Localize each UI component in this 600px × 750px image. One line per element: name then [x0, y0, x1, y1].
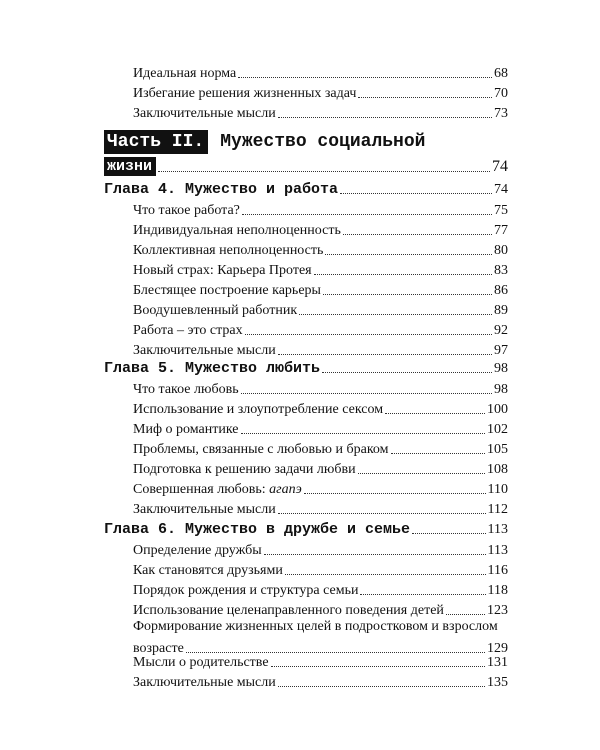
toc-entry-title: Воодушевленный работник — [133, 303, 298, 318]
toc-entry-page: 92 — [494, 323, 508, 338]
toc-entry-title: Формирование жизненных целей в подростковом и взрослом — [133, 619, 498, 634]
toc-entry-page: 105 — [487, 442, 508, 457]
toc-entry-title: Коллективная неполноценность — [133, 243, 324, 258]
toc-entry-title: Работа – это страх — [133, 323, 243, 338]
toc-entry-page: 113 — [487, 543, 508, 558]
chapter-heading[interactable] — [104, 174, 508, 198]
toc-entry[interactable] — [133, 62, 508, 82]
toc-entry[interactable] — [133, 671, 508, 691]
dot-leader — [238, 77, 492, 78]
chapter-page: 113 — [487, 522, 508, 537]
toc-entry-title: Подготовка к решению задачи любви — [133, 462, 356, 477]
toc-entry-title: Заключительные мысли — [133, 675, 276, 690]
toc-entry-page: 80 — [494, 243, 508, 258]
chapter-page: 74 — [494, 182, 508, 197]
toc-entry-page: 70 — [494, 86, 508, 101]
toc-entry-page: 73 — [494, 106, 508, 121]
toc-entry[interactable] — [133, 82, 508, 102]
toc-entry-title: Порядок рождения и структура семьи — [133, 583, 359, 598]
chapter-title: Глава 4. Мужество и работа — [104, 181, 339, 198]
toc-entry[interactable] — [133, 259, 508, 279]
toc-entry[interactable] — [133, 539, 508, 559]
toc-entry-page: 129 — [487, 641, 508, 656]
toc-entry-page: 86 — [494, 283, 508, 298]
toc-entry-page: 75 — [494, 203, 508, 218]
toc-entry-title: Заключительные мысли — [133, 343, 276, 358]
toc-entry-title: Мысли о родительстве — [133, 655, 269, 670]
dot-leader — [391, 453, 485, 454]
toc-entry-page: 102 — [487, 422, 508, 437]
toc-entry-title: Избегание решения жизненных задач — [133, 86, 357, 101]
dot-leader — [299, 314, 492, 315]
toc-entry-page: 108 — [487, 462, 508, 477]
toc-entry[interactable] — [133, 319, 508, 339]
toc-entry[interactable] — [133, 239, 508, 259]
toc-entry[interactable] — [133, 279, 508, 299]
toc-entry-page: 112 — [487, 502, 508, 517]
toc-entry[interactable] — [133, 299, 508, 319]
toc-entry-title: Что такое любовь — [133, 382, 239, 397]
toc-entry-title: Использование и злоупотребление сексом — [133, 402, 384, 417]
toc-entry-page: 68 — [494, 66, 508, 81]
toc-entry[interactable] — [133, 599, 508, 619]
dot-leader — [158, 171, 490, 172]
toc-entry-title: Проблемы, связанные с любовью и браком — [133, 442, 389, 457]
toc-entry-title: Определение дружбы — [133, 543, 262, 558]
dot-leader — [358, 97, 492, 98]
toc-entry-page: 123 — [487, 603, 508, 618]
toc-entry-page: 116 — [487, 563, 508, 578]
toc-entry-title: Что такое работа? — [133, 203, 240, 218]
toc-entry[interactable] — [133, 102, 508, 122]
dot-leader — [322, 372, 492, 373]
dot-leader — [385, 413, 485, 414]
dot-leader — [278, 117, 492, 118]
toc-entry-page: 89 — [494, 303, 508, 318]
toc-entry-page: 83 — [494, 263, 508, 278]
dot-leader — [242, 214, 492, 215]
toc-entry-title — [133, 482, 302, 498]
dot-leader — [323, 294, 492, 295]
toc-entry[interactable] — [133, 199, 508, 219]
part-title: Мужество социальной — [220, 132, 426, 152]
toc-entry[interactable] — [133, 219, 508, 239]
toc-entry[interactable] — [133, 458, 508, 478]
toc-entry-title: Как становятся друзьями — [133, 563, 283, 578]
toc-entry-page: 77 — [494, 223, 508, 238]
dot-leader — [241, 393, 492, 394]
dot-leader — [340, 193, 492, 194]
toc-entry-title: Индивидуальная неполноценность — [133, 223, 341, 238]
toc-entry[interactable] — [133, 398, 508, 418]
toc-entry[interactable] — [133, 559, 508, 579]
toc-entry-page: 98 — [494, 382, 508, 397]
chapter-title: Глава 5. Мужество любить — [104, 360, 321, 377]
toc-entry-page: 118 — [487, 583, 508, 598]
toc-entry[interactable] — [133, 438, 508, 458]
dot-leader — [343, 234, 492, 235]
dot-leader — [325, 254, 492, 255]
chapter-title: Глава 6. Мужество в дружбе и семье — [104, 521, 411, 538]
chapter-heading[interactable] — [104, 353, 508, 377]
part-title-continuation: жизни — [104, 157, 156, 176]
dot-leader — [264, 554, 486, 555]
dot-leader — [241, 433, 486, 434]
toc-entry-title: Новый страх: Карьера Протея — [133, 263, 312, 278]
dot-leader — [285, 574, 486, 575]
dot-leader — [271, 666, 485, 667]
toc-entry-page: 97 — [494, 343, 508, 358]
part-page: 74 — [492, 158, 508, 175]
toc-entry-title: Миф о романтике — [133, 422, 239, 437]
toc-entry-title: Блестящее построение карьеры — [133, 283, 321, 298]
toc-entry-page: 131 — [487, 655, 508, 670]
chapter-heading[interactable] — [104, 514, 508, 538]
toc-entry-title: Использование целенаправленного поведения детей — [133, 603, 444, 618]
toc-entry[interactable] — [133, 478, 508, 498]
chapter-page: 98 — [494, 361, 508, 376]
part-label: Часть II. — [104, 130, 208, 154]
toc-entry[interactable] — [133, 378, 508, 398]
dot-leader — [314, 274, 492, 275]
dot-leader — [412, 533, 485, 534]
toc-entry-page: 110 — [487, 482, 508, 497]
toc-entry-title: Идеальная норма — [133, 66, 237, 81]
toc-entry[interactable] — [133, 579, 508, 599]
dot-leader — [278, 686, 485, 687]
dot-leader — [245, 334, 492, 335]
toc-entry-title-italic: агапэ — [269, 482, 302, 497]
toc-entry-title: Заключительные мысли — [133, 502, 276, 517]
dot-leader — [304, 493, 486, 494]
toc-entry[interactable] — [133, 651, 508, 671]
dot-leader — [358, 473, 485, 474]
toc-entry-title-continuation: возрасте — [133, 641, 184, 656]
toc-entry-page: 100 — [487, 402, 508, 417]
toc-entry-page: 135 — [487, 675, 508, 690]
dot-leader — [360, 594, 485, 595]
toc-entry[interactable] — [133, 418, 508, 438]
toc-entry-title: Заключительные мысли — [133, 106, 276, 121]
dot-leader — [446, 614, 485, 615]
toc-entry-title-text: Совершенная любовь: — [133, 482, 270, 497]
